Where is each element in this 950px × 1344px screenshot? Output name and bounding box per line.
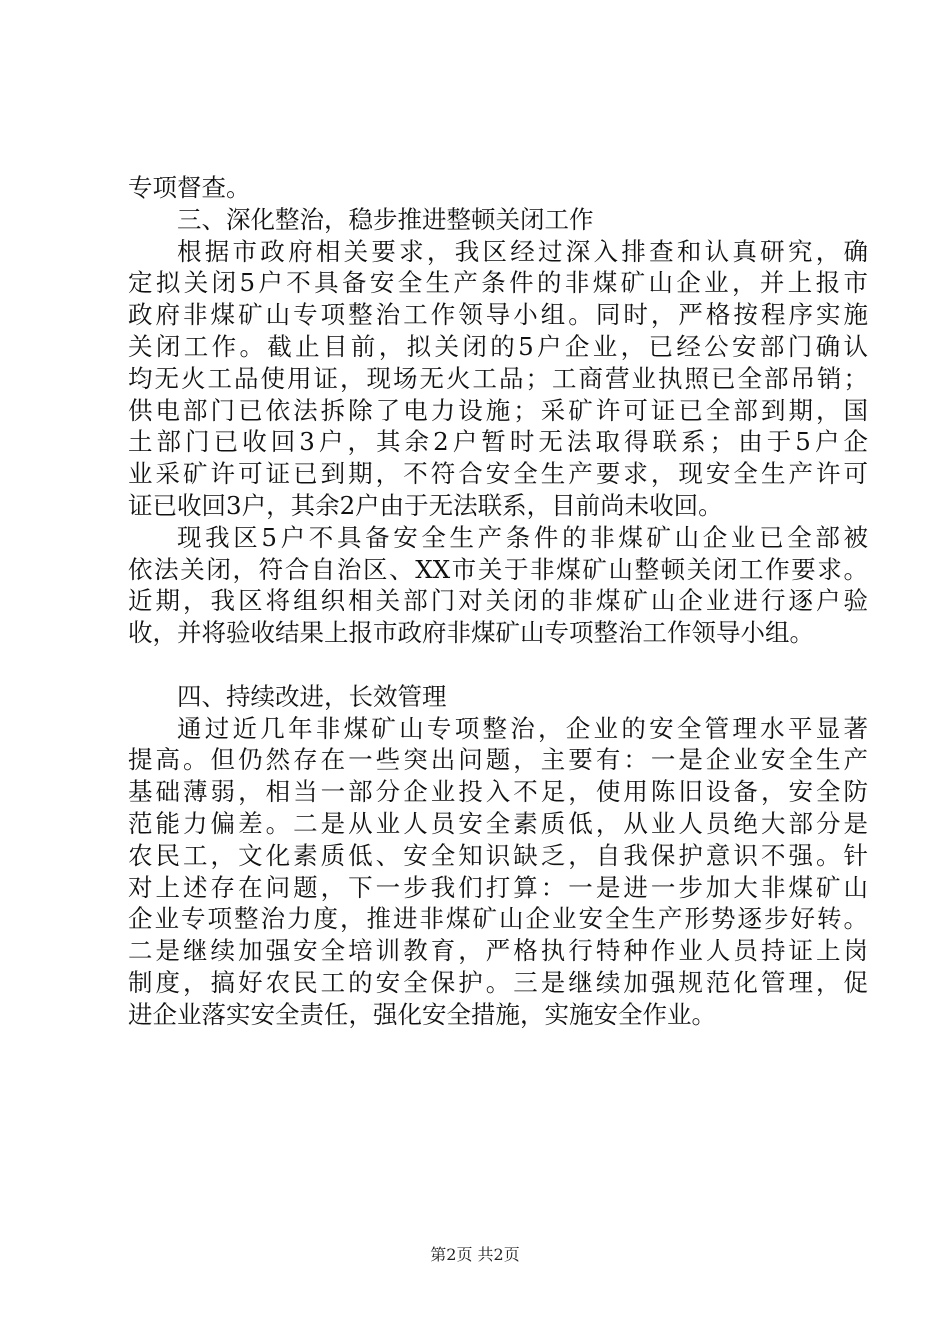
text-line: 土部门已收回3户，其余2户暂时无法取得联系；由于5户企 [128, 427, 868, 457]
text-line: 范能力偏差。二是从业人员安全素质低，从业人员绝大部分是 [128, 808, 868, 838]
text-line: 基础薄弱，相当一部分企业投入不足，使用陈旧设备，安全防 [128, 777, 868, 807]
text-line: 均无火工品使用证，现场无火工品；工商营业执照已全部吊销； [128, 363, 868, 393]
paragraph [128, 172, 868, 204]
text-line: 收，并将验收结果上报市政府非煤矿山专项整治工作领导小组。 [128, 618, 814, 648]
text-line: 定拟关闭5户不具备安全生产条件的非煤矿山企业，并上报市 [128, 268, 868, 298]
text-line: 近期，我区将组织相关部门对关闭的非煤矿山企业进行逐户验 [128, 586, 868, 616]
text-line: 企业专项整治力度，推进非煤矿山企业安全生产形势逐步好转。 [128, 904, 868, 934]
text-line: 证已收回3户，其余2户由于无法联系，目前尚未收回。 [128, 490, 723, 520]
text-line: 依法关闭，符合自治区、XX市关于非煤矿山整顿关闭工作要求。 [128, 554, 868, 584]
section-heading [128, 204, 868, 236]
text-line: 进企业落实安全责任，强化安全措施，实施安全作业。 [128, 999, 716, 1029]
text-line: 三、深化整治，稳步推进整顿关闭工作 [177, 204, 594, 234]
page-footer: 第2页 共2页 [430, 1245, 520, 1264]
text-line: 制度，搞好农民工的安全保护。三是继续加强规范化管理，促 [128, 967, 868, 997]
paragraph [128, 236, 868, 522]
text-line: 关闭工作。截止目前，拟关闭的5户企业，已经公安部门确认 [128, 331, 868, 361]
document-body [128, 172, 868, 1031]
text-line: 业采矿许可证已到期，不符合安全生产要求，现安全生产许可 [128, 459, 868, 489]
text-line: 根据市政府相关要求，我区经过深入排查和认真研究，确 [177, 236, 868, 266]
text-line: 现我区5户不具备安全生产条件的非煤矿山企业已全部被 [177, 522, 868, 552]
paragraph [128, 522, 868, 649]
text-line: 通过近几年非煤矿山专项整治，企业的安全管理水平显著 [177, 713, 868, 743]
section-heading [128, 681, 868, 713]
text-line: 二是继续加强安全培训教育，严格执行特种作业人员持证上岗 [128, 936, 868, 966]
paragraph-gap [128, 649, 868, 681]
text-line: 政府非煤矿山专项整治工作领导小组。同时，严格按程序实施 [128, 300, 868, 330]
paragraph [128, 713, 868, 1031]
text-line: 对上述存在问题，下一步我们打算：一是进一步加大非煤矿山 [128, 872, 868, 902]
text-line: 专项督查。 [128, 173, 251, 202]
text-line: 供电部门已依法拆除了电力设施；采矿许可证已全部到期，国 [128, 395, 868, 425]
text-line: 农民工，文化素质低、安全知识缺乏，自我保护意识不强。针 [128, 840, 868, 870]
text-line: 四、持续改进，长效管理 [177, 681, 447, 711]
text-line: 提高。但仍然存在一些突出问题，主要有：一是企业安全生产 [128, 745, 868, 775]
